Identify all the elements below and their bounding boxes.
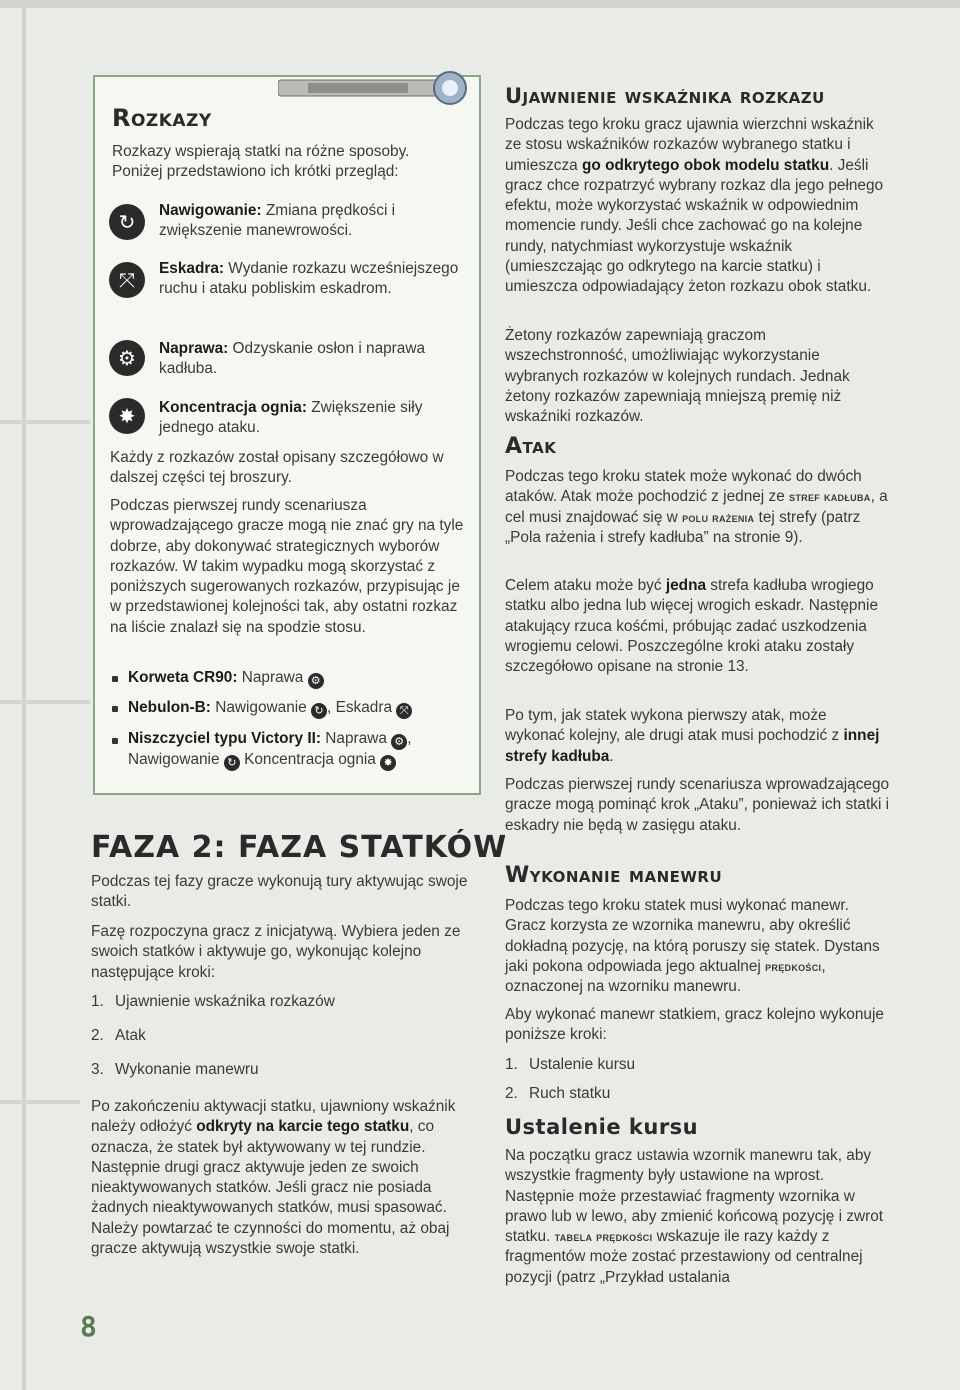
reveal-title: Ujawnienie wskaźnika rozkazu (505, 84, 825, 108)
step-number: 2. (91, 1027, 104, 1044)
step-text: Ruch statku (529, 1085, 611, 1102)
ship-name: Nebulon-B: (128, 699, 211, 716)
page-number: 8 (80, 1310, 97, 1343)
text-run: Na początku gracz ustawia wzornik manewru tak, aby wszystkie fragmenty były ustawione na wprost. Następnie może przestawiać fragmenty wzornika w prawo lub w lewo, aby zmienić końcową pozycję i zwrot statku. (505, 1147, 884, 1246)
course-title: Ustalenie kursu (505, 1115, 699, 1139)
reveal-p2: Żetony rozkazów zapewniają graczom wszechstronność, umożliwiając wykorzystanie wybranych rozkazów w kolejnych rundach. Jednak żetony rozkazów zapewniają mniejszą premię niż wskaźniki rozkazów. (505, 327, 850, 426)
emphasis: jedna (665, 577, 707, 594)
keyword: stref kadłuba (789, 489, 871, 505)
emphasis: go odkrytego obok modelu statku (581, 156, 830, 174)
emphasis: innej strefy kadłuba (505, 727, 880, 765)
text-run: . Jeśli gracz chce rozpatrzyć wybrany rozkaz dla jego pełnego efektu, może wykorzystać wskaźnik w odpowiednim momencie rundy. Jeśli chce zachować go na kolejne rundy, natychmiast wykorzystuje wskaźnik (umieszczając go odkrytego na karcie statku) i umieszcza odpowiadający żeton rozkazu obok statku. (505, 156, 884, 296)
background-line (0, 1100, 80, 1104)
text-run: Po tym, jak statek wykona pierwszy atak, może wykonać kolejny, ale drugi atak musi pochodzić z (505, 707, 844, 745)
text-run: Celem ataku może być (505, 577, 666, 594)
background-line (0, 0, 960, 8)
step-item (91, 1026, 146, 1046)
attack-p3 (505, 706, 890, 767)
attack-p1 (505, 467, 895, 548)
step-item (91, 992, 335, 1012)
decorative-bar-icon (278, 70, 468, 106)
orders-intro: Rozkazy wspierają statki na różne sposoby. Poniżej przedstawiono ich krótki przegląd: (112, 143, 410, 181)
ship-orders: Koncentracja ognia (239, 751, 376, 768)
background-line (22, 0, 26, 1390)
navigate-icon: ↻ (109, 204, 145, 240)
ship-name: Niszczyciel typu Victory II: (128, 730, 322, 747)
phase-p2: Fazę rozpoczyna gracz z inicjatywą. Wybiera jeden ze swoich statków i aktywuje go, wykonując kolejno następujące kroki: (91, 923, 461, 981)
text-run: Podczas tego kroku statek musi wykonać manewr. Gracz korzysta ze wzornika manewru, aby określić dokładną pozycję, na którą poruszy się statek. Dystans jaki pokona odpowiada jego aktualnej (505, 897, 880, 975)
phase-p3 (91, 1097, 483, 1259)
bullet (112, 676, 118, 682)
step-number: 1. (505, 1056, 518, 1073)
ship-item (128, 729, 468, 771)
order-name: Nawigowanie: (159, 202, 262, 219)
text-run: . (609, 747, 614, 765)
text-run: Po zakończeniu aktywacji statku, ujawniony wskaźnik należy odłożyć (91, 1098, 456, 1136)
bullet (112, 738, 118, 744)
order-desc: Wydanie rozkazu wcześniejszego ruchu i ataku pobliskim eskadrom. (159, 260, 459, 298)
background-line (0, 700, 90, 704)
bullet (112, 706, 118, 712)
text-run: wskazuje ile razy każdy z fragmentów może zostać przestawiony od centralnej pozycji (patrz „Przykład ustalania (505, 1228, 863, 1286)
order-name: Eskadra: (159, 260, 225, 277)
order-concentrate-fire (159, 398, 459, 439)
ship-orders: , Eskadra (327, 699, 393, 716)
text-run: strefa kadłuba wrogiego statku albo jedna lub więcej wrogich eskadr. Następnie atakujący rzuca kośćmi, próbując zadać uszkodzenia wrogiemu celowi. Poszczególne kroki ataku zostały szczegółowo opisane na stronie 13. (505, 577, 879, 676)
ship-orders: Naprawa (237, 669, 304, 686)
maneuver-p2: Aby wykonać manewr statkiem, gracz kolejno wykonuje poniższe kroki: (505, 1006, 884, 1044)
attack-title: Atak (505, 434, 557, 459)
background-line (0, 420, 90, 424)
text-run: Podczas tego kroku gracz ujawnia wierzchni wskaźnik ze stosu wskaźników rozkazów wybranego statku i umieszcza (505, 116, 874, 174)
order-desc: Zmiana prędkości i zwiększenie manewrowości. (159, 202, 396, 240)
orders-title: Rozkazy (112, 104, 212, 132)
step-item (505, 1084, 610, 1104)
step-number: 2. (505, 1085, 518, 1102)
maneuver-title: Wykonanie manewru (505, 863, 723, 888)
order-repair (159, 339, 459, 380)
order-desc: Odzyskanie osłon i naprawa kadłuba. (159, 340, 426, 378)
maneuver-p1 (505, 896, 890, 997)
order-squadron (159, 259, 459, 300)
phase-p1: Podczas tej fazy gracze wykonują tury aktywując swoje statki. (91, 873, 468, 911)
order-navigate (159, 201, 439, 242)
emphasis: odkryty na karcie tego statku (196, 1118, 410, 1136)
step-text: Ujawnienie wskaźnika rozkazów (115, 993, 335, 1010)
attack-p2 (505, 576, 890, 677)
phase-title: FAZA 2: FAZA STATKÓW (91, 830, 508, 865)
squadron-icon: ⤧ (396, 703, 412, 719)
step-item (91, 1060, 259, 1080)
step-number: 1. (91, 993, 104, 1010)
step-number: 3. (91, 1061, 104, 1078)
ship-orders: , Nawigowanie (128, 730, 412, 768)
text-run: , a cel musi znajdować się w (505, 488, 888, 526)
step-text: Wykonanie manewru (115, 1061, 259, 1078)
text-run: tej strefy (patrz „Pola rażenia i strefy kadłuba” na stronie 9). (505, 508, 861, 546)
text-run: , co oznacza, że statek był aktywowany w tej rundzie. Następnie drugi gracz aktywuje jeden ze swoich nieaktywowanych statków. Jeśli gracz nie posiada żadnych nieaktywowanych statków, musi spasować. Należy powtarzać te czynności do momentu, aż obaj gracze aktywują wszystkie swoje statki. (91, 1118, 450, 1258)
attack-p4: Podczas pierwszej rundy scenariusza wprowadzającego gracze mogą pominąć krok „Ataku”, ponieważ ich statki i eskadry nie będą w zasięgu ataku. (505, 776, 890, 834)
repair-icon: ⚙ (308, 673, 324, 689)
ship-orders: Naprawa (321, 730, 387, 747)
text-run: Podczas tego kroku statek może wykonać do dwóch ataków. Atak może pochodzić z jednej ze (505, 468, 862, 506)
squadron-icon: ⤧ (109, 262, 145, 298)
keyword: tabela prędkości (554, 1229, 653, 1245)
concentrate-fire-icon: ✸ (109, 398, 145, 434)
ship-item (128, 698, 468, 719)
navigate-icon: ↻ (224, 755, 240, 771)
step-text: Atak (115, 1027, 146, 1044)
first-round-note: Podczas pierwszej rundy scenariusza wprowadzającego gracze mogą nie znać gry na tyle dobrze, aby dokonywać strategicznych wyborów rozkazów. W takim wypadku mogą skorzystać z poniższych sugerowanych rozkazów, przypisując je w przedstawionej kolejności tak, aby ostatni rozkaz na liście znalazł się na spodzie stosu. (110, 497, 464, 636)
navigate-icon: ↻ (311, 703, 327, 719)
order-desc: Zwiększenie siły jednego ataku. (159, 399, 423, 437)
step-item (505, 1055, 635, 1075)
reveal-p1 (505, 115, 890, 298)
repair-icon: ⚙ (391, 734, 407, 750)
keyword: polu rażenia (682, 509, 755, 525)
concentrate-fire-icon: ✸ (380, 755, 396, 771)
keyword: prędkości (765, 958, 822, 974)
ship-item (128, 668, 468, 689)
ship-name: Korweta CR90: (128, 669, 238, 686)
order-name: Koncentracja ognia: (159, 399, 307, 416)
text-run: , oznaczonej na wzorniku manewru. (505, 957, 826, 996)
ship-orders: Nawigowanie (210, 699, 307, 716)
order-name: Naprawa: (159, 340, 229, 357)
course-p1 (505, 1146, 897, 1288)
repair-icon: ⚙ (109, 340, 145, 376)
step-text: Ustalenie kursu (529, 1056, 636, 1073)
detail-note: Każdy z rozkazów został opisany szczegółowo w dalszej części tej broszury. (110, 449, 444, 487)
